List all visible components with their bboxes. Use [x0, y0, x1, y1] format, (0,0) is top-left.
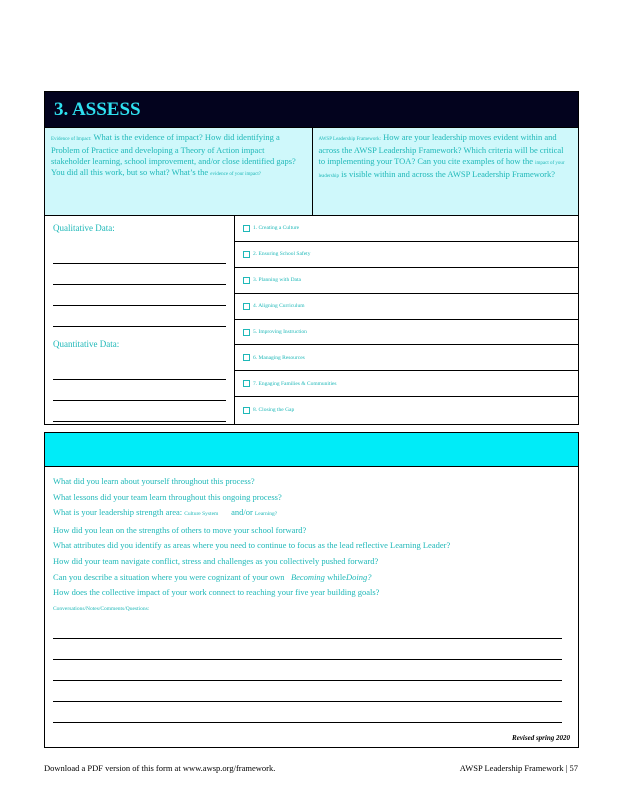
reflection-question: How did you lean on the strengths of others to move your school forward? [53, 524, 307, 535]
criterion-row[interactable] [235, 397, 578, 423]
becoming-word: Becoming [290, 571, 325, 582]
reflection-header-band [45, 433, 578, 467]
qualitative-line[interactable] [53, 285, 226, 306]
framework-text-2: is visible within and across the AWSP Leadership Framework? [341, 169, 555, 179]
framework-question [312, 128, 579, 215]
doing-word: Doing? [345, 571, 372, 582]
criterion-row[interactable] [235, 242, 578, 268]
framework-mid: impact of your leadership [318, 161, 565, 179]
framework-prefix: AWSP Leadership Framework: [318, 137, 381, 142]
notes-line[interactable] [53, 702, 562, 723]
criterion-label: 2. Ensuring School Safety [253, 251, 311, 258]
revised-note: Revised spring 2020 [512, 734, 570, 742]
criterion-label: 4. Aligning Curriculum [253, 303, 305, 310]
criterion-row[interactable] [235, 294, 578, 320]
notes-lines [45, 618, 578, 723]
qualitative-label: Qualitative Data: [53, 223, 115, 233]
quantitative-line[interactable] [53, 359, 226, 380]
prompt-row [45, 127, 578, 215]
qualitative-line[interactable] [53, 264, 226, 285]
checkbox-icon[interactable] [243, 225, 250, 232]
reflection-question: What lessons did your team learn throughout this ongoing process? [53, 491, 282, 502]
footer-page-label: AWSP Leadership Framework | 57 [459, 763, 578, 773]
while-word: while [327, 571, 346, 582]
criterion-row[interactable] [235, 320, 578, 346]
notes-line[interactable] [53, 639, 562, 660]
reflection-question: How did your team navigate conflict, stress and challenges as you collectively pushed forward? [53, 555, 379, 566]
reflection-question: What attributes did you identify as areas where you need to continue to focus as the lead reflective Learning Leader? [53, 540, 451, 551]
framework-text-1: How are your leadership moves evident within and across the AWSP Leadership Framework? Which criteria will be critical to implementing your TOA? Can you cite examples of how the [318, 132, 564, 166]
criteria-list [235, 216, 578, 424]
strength-option-learning: Learning? [254, 511, 278, 518]
checkbox-icon[interactable] [243, 303, 250, 310]
notes-line[interactable] [53, 681, 562, 702]
reflection-question: What did you learn about yourself throughout this process? [53, 476, 255, 486]
reflection-questions [45, 467, 578, 612]
quantitative-line[interactable] [53, 401, 226, 422]
evidence-text: What is the evidence of impact? How did identifying a Problem of Practice and developing a Theory of Action impact stakeholder learning, school improvement, and/or close identified gaps? You did all this work, but so what? What’s the [51, 132, 296, 177]
criterion-row[interactable] [235, 345, 578, 371]
criterion-row[interactable] [235, 371, 578, 397]
criterion-label: 6. Managing Resources [253, 354, 305, 361]
criterion-label: 7. Engaging Families & Communities [253, 380, 337, 387]
checkbox-icon[interactable] [243, 251, 250, 258]
checkbox-icon[interactable] [243, 354, 250, 361]
strength-text: What is your leadership strength area: [53, 507, 183, 518]
goals-question: How does the collective impact of your work connect to reaching your five year building goals? [53, 587, 380, 598]
data-row [45, 215, 578, 424]
evidence-suffix: evidence of your impact? [210, 172, 261, 177]
notes-line[interactable] [53, 660, 562, 681]
evidence-question [45, 128, 312, 215]
criterion-row[interactable] [235, 268, 578, 294]
checkbox-icon[interactable] [243, 329, 250, 336]
becoming-question [53, 570, 570, 586]
data-entry-column [45, 216, 235, 424]
reflection-section [44, 432, 579, 748]
criterion-row[interactable] [235, 216, 578, 242]
checkbox-icon[interactable] [243, 407, 250, 414]
notes-label: Conversations/Notes/Comments/Questions: [53, 605, 150, 612]
checkbox-icon[interactable] [243, 380, 250, 387]
checkbox-icon[interactable] [243, 277, 250, 284]
quantitative-line[interactable] [53, 380, 226, 401]
qualitative-line[interactable] [53, 306, 226, 327]
quantitative-label: Quantitative Data: [53, 339, 120, 349]
section-title: 3. ASSESS [45, 92, 578, 127]
criterion-label: 3. Planning with Data [253, 277, 301, 284]
evidence-prefix: Evidence of Impact: [51, 137, 92, 142]
criterion-label: 5. Improving Instruction [253, 329, 307, 335]
page-footer [44, 763, 578, 773]
criterion-label: 1. Creating a Culture [253, 225, 300, 232]
criterion-label: 8. Closing the Gap [253, 407, 295, 414]
strength-option-culture: Culture System [184, 511, 219, 518]
becoming-text: Can you describe a situation where you were cognizant of your own [53, 571, 285, 582]
qualitative-line[interactable] [53, 243, 226, 264]
strength-mid: and/or [231, 507, 253, 518]
footer-download-text: Download a PDF version of this form at www.awsp.org/framework. [44, 763, 276, 773]
notes-line[interactable] [53, 618, 562, 639]
assess-section [44, 91, 579, 425]
strength-question [53, 505, 570, 523]
